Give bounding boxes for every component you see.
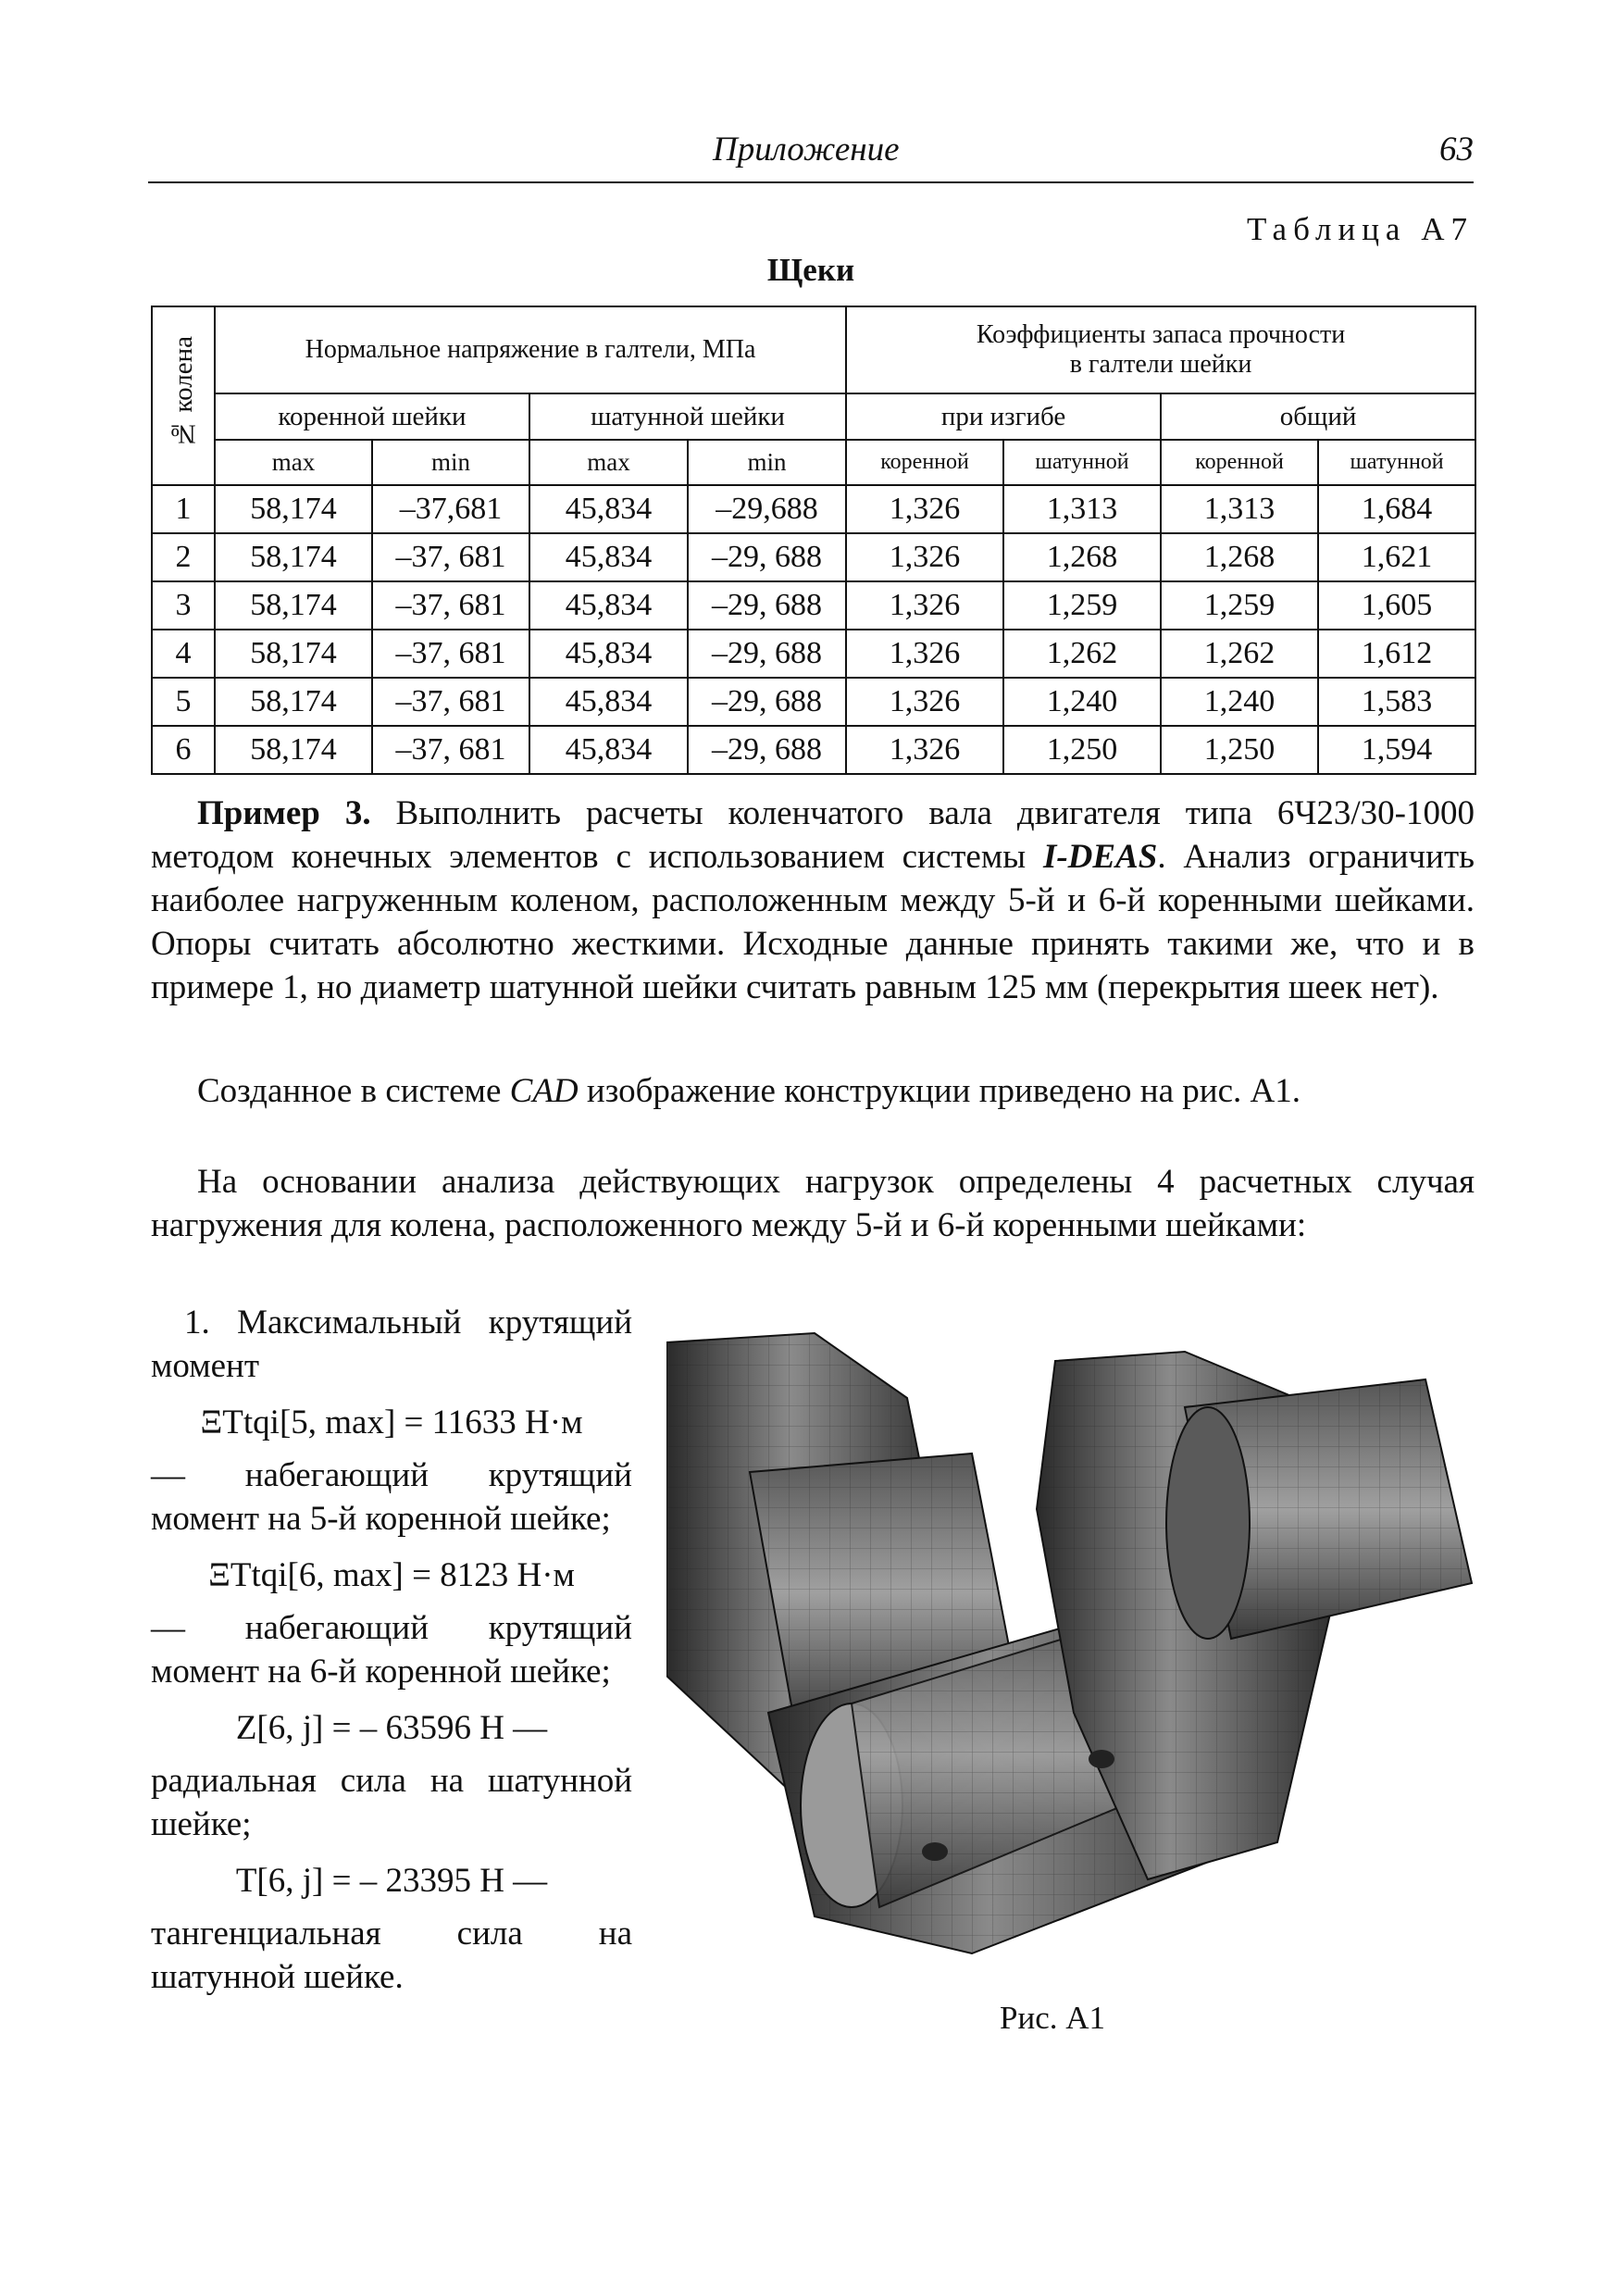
h-crank: шатунной	[1318, 440, 1475, 485]
h-min: min	[688, 440, 846, 485]
load-case-desc: тангенциальная сила на шатунной шейке.	[151, 1915, 632, 1996]
table-row: 4 58,174 –37, 681 45,834 –29, 688 1,326 1,262 1,262 1,612	[152, 630, 1475, 678]
data-table	[151, 306, 1476, 775]
load-case-desc: радиальная сила на шатунной шейке;	[151, 1762, 632, 1843]
sub-crank-journal: шатунной шейки	[529, 393, 846, 440]
section-title: Приложение	[713, 131, 900, 168]
load-case-list	[151, 1301, 632, 1999]
h-main: коренной	[1161, 440, 1318, 485]
formula: ΞTtqi[5, max] = 11633 Н·м	[200, 1404, 583, 1441]
h-crank: шатунной	[1003, 440, 1161, 485]
sub-main-journal: коренной шейки	[215, 393, 529, 440]
table-row: 2 58,174 –37, 681 45,834 –29, 688 1,326 1,268 1,268 1,621	[152, 533, 1475, 581]
formula: ΞTtqi[6, max] = 8123 Н·м	[208, 1556, 575, 1594]
sub-bending: при изгибе	[846, 393, 1161, 440]
formula: Z[6, j] = – 63596 Н —	[235, 1709, 548, 1747]
table-row: 1 58,174 –37,681 45,834 –29,688 1,326 1,313 1,313 1,684	[152, 485, 1475, 533]
table-row: 5 58,174 –37, 681 45,834 –29, 688 1,326 1,240 1,240 1,583	[152, 678, 1475, 726]
group-safety-header: Коэффициенты запаса прочности в галтели шейки	[846, 306, 1475, 393]
cad-paragraph: Созданное в системе CAD изображение конструкции приведено на рис. А1.	[197, 1072, 1301, 1110]
load-case-item: 1. Максимальный крутящий момент	[151, 1304, 632, 1385]
sub-total: общий	[1161, 393, 1475, 440]
page-number: 63	[1439, 131, 1474, 168]
h-main: коренной	[846, 440, 1003, 485]
table-row: 3 58,174 –37, 681 45,834 –29, 688 1,326 1,259 1,259 1,605	[152, 581, 1475, 630]
group-stress-header: Нормальное напряжение в галтели, МПа	[215, 306, 846, 393]
load-case-desc: — набегающий крутящий момент на 6-й коренной шейке;	[151, 1609, 632, 1691]
table-title: Щеки	[766, 252, 855, 288]
table-row: 6 58,174 –37, 681 45,834 –29, 688 1,326 1,250 1,250 1,594	[152, 726, 1475, 774]
load-case-desc: — набегающий крутящий момент на 5-й коренной шейке;	[151, 1456, 632, 1538]
h-max: max	[215, 440, 372, 485]
table-label: Таблица А7	[1247, 211, 1474, 247]
loads-paragraph: На основании анализа действующих нагрузок определены 4 расчетных случая нагружения для колена, расположенного между 5-й и 6-й коренными шейками:	[151, 1163, 1475, 1244]
formula: T[6, j] = – 23395 Н —	[235, 1862, 548, 1900]
figure-caption: Рис. А1	[1000, 2000, 1106, 2036]
crankshaft-figure	[666, 1324, 1481, 1963]
h-max: max	[529, 440, 688, 485]
col-number-header: № колена	[152, 306, 215, 485]
example-paragraph: Пример 3. Выполнить расчеты коленчатого вала двигателя типа 6Ч23/30-1000 методом конечных элементов с использованием системы I-DEAS. Анализ ограничить наиболее нагруженным коленом, расположенным между 5-й и 6-й коренными шейками. Опоры считать абсолютно жесткими. Исходные данные принять такими же, что и в примере 1, но диаметр шатунной шейки считать равным 125 мм (перекрытия шеек нет).	[151, 794, 1475, 1006]
h-min: min	[372, 440, 529, 485]
page-header	[148, 130, 1474, 183]
